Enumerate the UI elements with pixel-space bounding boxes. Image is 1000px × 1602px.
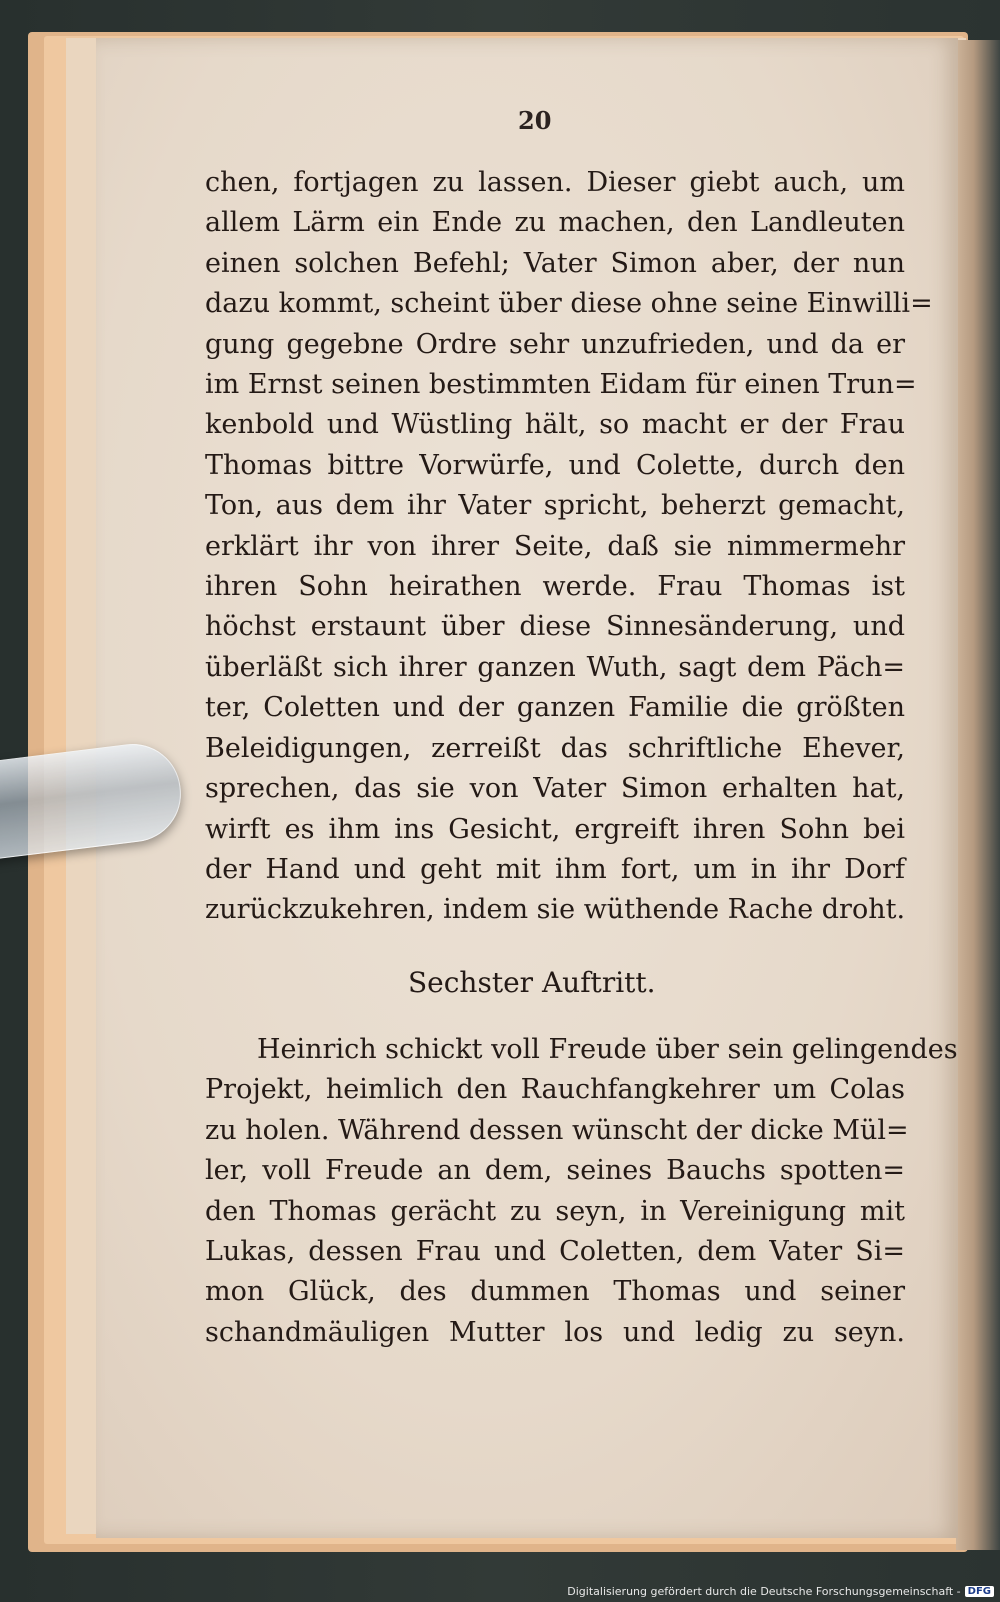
text-line: sprechen, das sie von Vater Simon erhalten hat,: [205, 773, 905, 805]
text-line: Thomas bittre Vorwürfe, und Colette, durch den: [205, 449, 905, 481]
text-line: Projekt, heimlich den Rauchfangkehrer um Colas: [205, 1074, 905, 1106]
text-line: einen solchen Befehl; Vater Simon aber, der nun: [205, 247, 905, 279]
text-line: im Ernst seinen bestimmten Eidam für einen Trun=: [205, 369, 917, 401]
text-line: chen, fortjagen zu lassen. Dieser giebt auch, um: [205, 167, 905, 198]
book-right-edge: [956, 40, 1000, 1550]
text-line: höchst erstaunt über diese Sinnesänderung, und: [205, 611, 905, 643]
text-line: kenbold und Wüstling hält, so macht er der Frau: [205, 409, 905, 441]
text-line: Heinrich schickt voll Freude über sein gelingendes: [257, 1034, 958, 1065]
text-line: schandmäuligen Mutter los und ledig zu seyn.: [205, 1316, 905, 1348]
paragraph-1: [205, 163, 933, 931]
dfg-logo-icon: DFG: [965, 1586, 994, 1597]
text-line: mon Glück, des dummen Thomas und seiner: [205, 1276, 905, 1308]
text-line: zu holen. Während dessen wünscht der dicke Mül=: [205, 1114, 909, 1146]
text-line: allem Lärm ein Ende zu machen, den Landleuten: [205, 207, 905, 239]
paragraph-2: [205, 1030, 958, 1353]
text-line: gung gegebne Ordre sehr unzufrieden, und da er: [205, 328, 905, 360]
text-line: Lukas, dessen Frau und Coletten, dem Vater Si=: [205, 1236, 905, 1268]
digitization-footer: [567, 1585, 994, 1598]
text-line: ter, Coletten und der ganzen Familie die größten: [205, 692, 905, 724]
text-line: der Hand und geht mit ihm fort, um in ihr Dorf: [205, 853, 905, 885]
text-line: wirft es ihm ins Gesicht, ergreift ihren Sohn bei: [205, 813, 905, 845]
page-number: 20: [518, 106, 552, 135]
footer-text: Digitalisierung gefördert durch die Deutsche Forschungsgemeinschaft -: [567, 1585, 961, 1598]
text-line: zurückzukehren, indem sie wüthende Rache droht.: [205, 894, 906, 926]
text-line: ihren Sohn heirathen werde. Frau Thomas ist: [205, 571, 905, 603]
text-line: Ton, aus dem ihr Vater spricht, beherzt gemacht,: [205, 490, 905, 522]
text-line: dazu kommt, scheint über diese ohne seine Einwilli=: [205, 288, 933, 320]
text-line: erklärt ihr von ihrer Seite, daß sie nimmermehr: [205, 530, 905, 562]
text-line: Beleidigungen, zerreißt das schriftliche Ehever,: [205, 732, 905, 764]
text-line: überläßt sich ihrer ganzen Wuth, sagt dem Päch=: [205, 651, 905, 683]
text-line: den Thomas gerächt zu seyn, in Vereinigung mit: [205, 1195, 905, 1227]
section-heading: Sechster Auftritt.: [408, 966, 656, 999]
text-line: ler, voll Freude an dem, seines Bauchs spotten=: [205, 1155, 905, 1187]
